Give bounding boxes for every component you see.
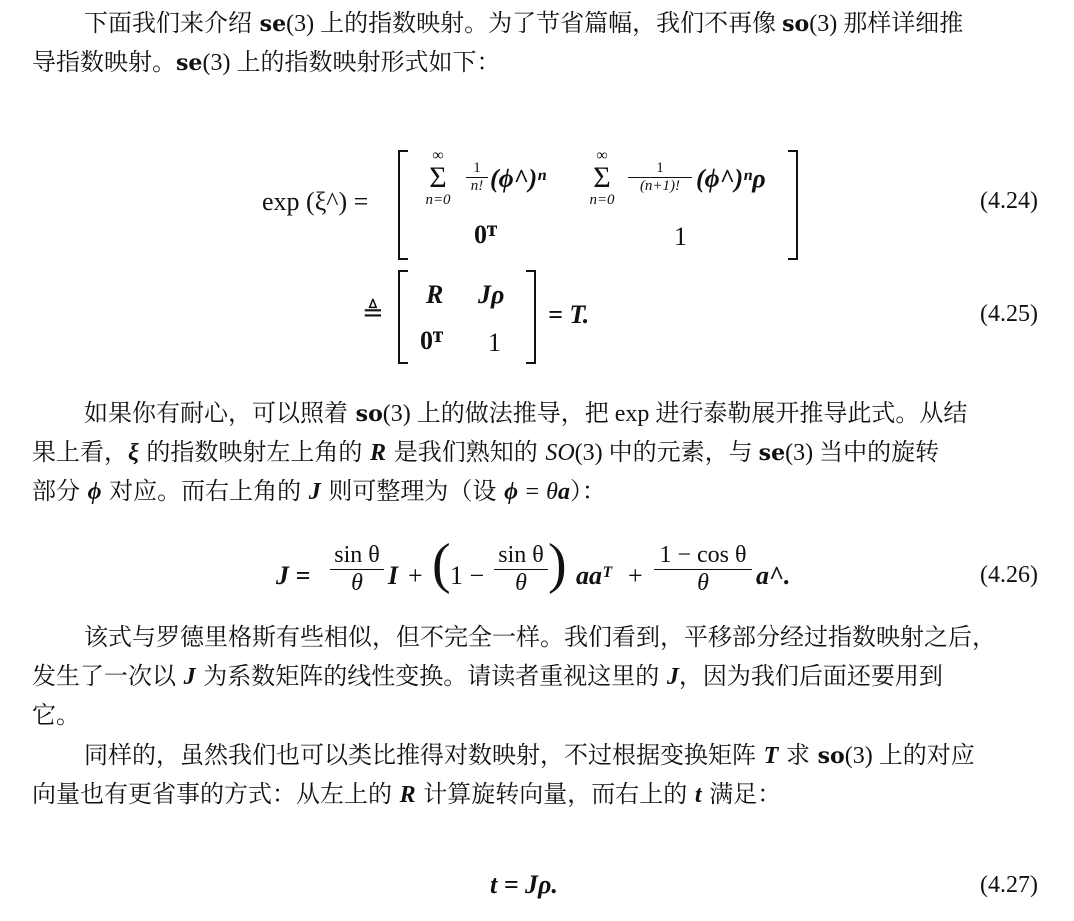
text-run: 下面我们来介绍: [84, 9, 260, 37]
equation-number: (4.24): [980, 188, 1038, 214]
math-a: a: [557, 479, 570, 505]
identity-matrix: I: [388, 561, 399, 590]
math-phi: ϕ: [87, 479, 102, 505]
math-xi: ξ: [128, 440, 139, 466]
term-phi-hat-power: (ϕ^)ⁿ: [490, 164, 547, 193]
math-se: se: [758, 440, 786, 466]
equation-lhs: exp (ξ^) =: [262, 187, 369, 216]
paragraph-line: 部分 ϕ 对应。而右上角的 J 则可整理为（设 ϕ = θa）：: [32, 477, 606, 505]
fraction-sin-over-theta: sin θ θ: [330, 542, 384, 597]
paragraph-line: 它。: [32, 701, 80, 729]
matrix-one: 1: [674, 222, 687, 251]
j-rho: Jρ: [478, 280, 505, 309]
fraction-sin-over-theta: sin θ θ: [494, 542, 548, 597]
text-run: 导指数映射。: [32, 48, 176, 76]
math-j: J: [183, 664, 196, 690]
math-se: se: [259, 11, 287, 37]
left-paren: (: [432, 533, 451, 595]
fraction-1-over-n-plus-1-factorial: 1 (n+1)!: [628, 160, 692, 195]
equation-number: (4.26): [980, 562, 1038, 588]
math-t-vector: t: [694, 782, 702, 808]
plus-sign: +: [628, 561, 643, 590]
math-so: so: [782, 11, 810, 37]
paragraph-log-map: [32, 736, 1038, 814]
defined-as-symbol: ≜: [362, 298, 384, 327]
math-j: J: [666, 664, 679, 690]
sum-symbol: ∞ Σ n=0: [425, 147, 451, 208]
math-r: R: [399, 782, 416, 808]
plus-sign: +: [408, 561, 423, 590]
math-so-group: SO: [545, 440, 575, 466]
a-a-transpose: aaᵀ: [576, 561, 612, 590]
paragraph-rodrigues-remark: [32, 618, 1038, 735]
rotation-matrix-r: R: [426, 280, 444, 309]
paragraph-line: 发生了一次以 J 为系数矩阵的线性变换。请读者重视这里的 J，因为我们后面还要用到: [32, 662, 943, 690]
equals-t: = T.: [548, 300, 590, 329]
equation-lhs: J =: [276, 561, 311, 590]
zero-transpose: 0ᵀ: [474, 220, 498, 249]
math-so: so: [817, 743, 845, 769]
right-paren: ): [548, 533, 567, 595]
equation-number: (4.27): [980, 872, 1038, 898]
paragraph-line: 向量也有更省事的方式：从左上的 R 计算旋转向量，而右上的 t 满足：: [32, 780, 782, 808]
math-r: R: [370, 440, 387, 466]
equation-number: (4.25): [980, 301, 1038, 327]
math-j: J: [308, 479, 321, 505]
paragraph-line: 果上看，ξ 的指数映射左上角的 R 是我们熟知的 SO(3) 中的元素，与 se(3) 当中的旋转: [32, 438, 940, 466]
text-run: (3) 上的指数映射形式如下：: [202, 50, 501, 76]
math-so: so: [355, 401, 383, 427]
fraction-1-over-n-factorial: 1 n!: [466, 160, 488, 195]
paragraph-line: 如果你有耐心，可以照着 so(3) 上的做法推导，把 exp 进行泰勒展开推导此式。从结: [84, 399, 968, 427]
text-run: (3) 那样详细推: [809, 11, 964, 37]
fraction-one-minus-cos-over-theta: 1 − cos θ θ: [654, 542, 752, 597]
math-t-matrix: T: [763, 743, 779, 769]
sum-symbol: ∞ Σ n=0: [589, 147, 615, 208]
equation-4-27: t = Jρ.: [490, 870, 558, 899]
paragraph-line: 该式与罗德里格斯有些相似，但不完全一样。我们看到，平移部分经过指数映射之后，: [84, 623, 996, 651]
term-phi-hat-power-rho: (ϕ^)ⁿρ: [696, 164, 766, 193]
math-se: se: [176, 50, 203, 76]
matrix-one: 1: [488, 328, 501, 357]
a-hat: a^.: [756, 561, 791, 590]
math-phi: ϕ: [504, 479, 518, 505]
text-run: (3) 上的指数映射。为了节省篇幅，我们不再像: [286, 11, 783, 37]
paragraph-line: 同样的，虽然我们也可以类比推得对数映射，不过根据变换矩阵 T 求 so(3) 上的对应: [84, 741, 975, 769]
zero-transpose: 0ᵀ: [420, 326, 444, 355]
one-minus: 1 −: [450, 561, 485, 590]
